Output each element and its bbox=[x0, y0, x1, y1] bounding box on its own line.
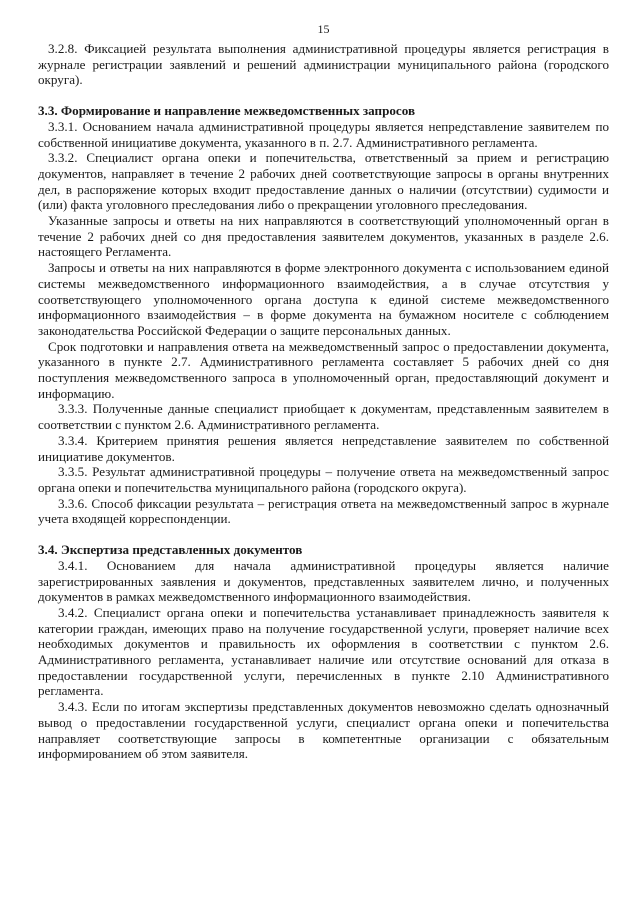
paragraph-3-3-4: 3.3.4. Критерием принятия решения является непредставление заявителем по собственной инициативе документов. bbox=[38, 432, 609, 464]
paragraph-3-3-1: 3.3.1. Основанием начала административной процедуры является непредставление заявителем по собственной инициативе документа, указанного в п. 2.7. Административного регламента. bbox=[38, 118, 609, 150]
section-heading-3-3: 3.3. Формирование и направление межведомственных запросов bbox=[38, 103, 416, 119]
paragraph-3-3-3: 3.3.3. Полученные данные специалист приобщает к документам, представленным заявителем в соответствии с пунктом 2.6. Административного регламента. bbox=[38, 401, 609, 433]
paragraph-requests-deadline: Указанные запросы и ответы на них направляются в соответствующий уполномоченный орган в течение 2 рабочих дней со дня предоставления заявителем документов, указанных в разделе 2.6. настоящего Регламента. bbox=[38, 213, 609, 260]
paragraph-3-4-3: 3.4.3. Если по итогам экспертизы представленных документов невозможно сделать однозначный вывод о предоставлении государственной услуги, специалист органа опеки и попечительства направляет соответствующие запросы в компетентные организации с обязательным информированием об этом заявителя. bbox=[38, 699, 609, 762]
paragraph-3-4-2: 3.4.2. Специалист органа опеки и попечительства устанавливает принадлежность заявителя к категории граждан, имеющих право на получение государственной услуги, проверяет наличие всех необходимых документов и правильность их оформления в соответствии с пунктом 2.6. Административного регламента, устанавливает наличие или отсутствие оснований для отказа в предоставлении государственной услуги, перечисленных в пункте 2.10 Административного регламента. bbox=[38, 604, 609, 699]
paragraph-3-3-6: 3.3.6. Способ фиксации результата – регистрация ответа на межведомственный запрос в журнале учета входящей корреспонденции. bbox=[38, 495, 609, 527]
page-number: 15 bbox=[317, 22, 330, 36]
paragraph-3-3-2: 3.3.2. Специалист органа опеки и попечительства, ответственный за прием и регистрацию документов, направляет в течение 2 рабочих дней соответствующие запросы в органы внутренних дел, в распоряжение которых входит предоставление данных о наличии (отсутствии) судимости и (или) факта уголовного преследования либо о прекращении уголовного преследования. bbox=[38, 150, 609, 213]
paragraph-3-3-5: 3.3.5. Результат административной процедуры – получение ответа на межведомственный запрос органа опеки и попечительства муниципального района (городского округа). bbox=[38, 464, 609, 495]
paragraph-response-deadline: Срок подготовки и направления ответа на межведомственный запрос о предоставлении документа, указанного в пункте 2.7. Административного регламента составляет 5 рабочих дней со дня поступления межведомственного запроса в уполномоченный орган, предоставляющий документ и информацию. bbox=[38, 338, 609, 401]
paragraph-requests-form: Запросы и ответы на них направляются в форме электронного документа с использованием единой системы межведомственного информационного взаимодействия, а в случае отсутствия у соответствующего уполномоченного органа доступа к единой системе межведомственного информационного взаимодействия – в форме документа на бумажном носителе с соблюдением законодательства Российской Федерации о защите персональных данных. bbox=[38, 260, 609, 338]
paragraph-3-2-8: 3.2.8. Фиксацией результата выполнения административной процедуры является регистрация в журнале регистрации заявлений и решений администрации муниципального района (городского округа). bbox=[38, 41, 609, 88]
paragraph-3-4-1: 3.4.1. Основанием для начала административной процедуры является наличие зарегистрированных заявления и документов, представленных заявителем лично, и полученных документов в рамках межведомственного информационного взаимодействия. bbox=[38, 557, 609, 605]
section-heading-3-4: 3.4. Экспертиза представленных документов bbox=[38, 542, 303, 558]
